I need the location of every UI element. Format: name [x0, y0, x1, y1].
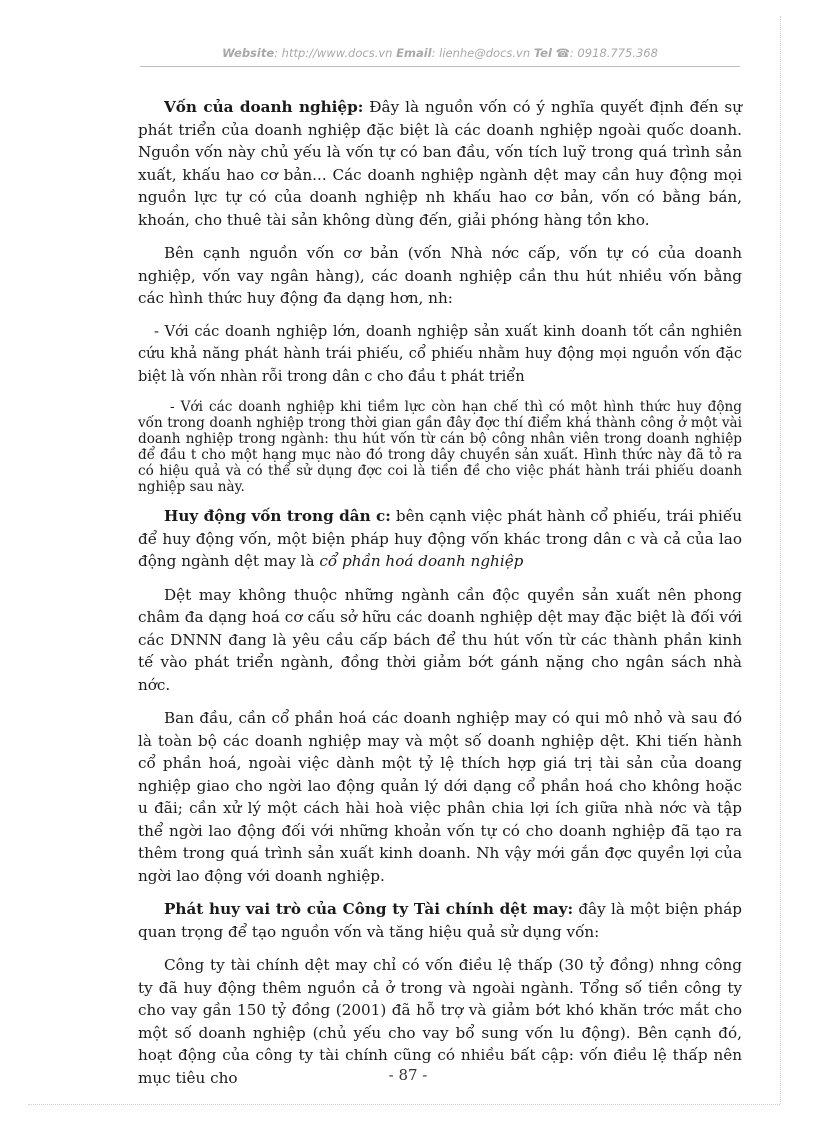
paragraph-heading: Huy động vốn trong dân c:	[164, 507, 391, 525]
paragraph-heading: Vốn của doanh nghiệp:	[164, 98, 364, 116]
phone-icon: ☎	[555, 46, 570, 60]
paragraph-text: bên cạnh việc phát hành cổ phiếu, trái phiếu để huy động vốn, một biện pháp huy động vốn khác trong dân c và cả của lao động ngành dệt may là	[138, 507, 742, 570]
website-label: Website	[222, 46, 275, 60]
email-value: : lienhe@docs.vn	[431, 46, 531, 60]
page-right-edge	[780, 16, 781, 1104]
tel-value: : 0918.775.368	[569, 46, 658, 60]
page-bottom-edge	[28, 1104, 780, 1105]
paragraph-other-sources: Bên cạnh nguồn vốn cơ bản (vốn Nhà nớc cấp, vốn tự có của doanh nghiệp, vốn vay ngân hàng), các doanh nghiệp cần thu hút nhiều vốn bằng các hình thức huy động đa dạng hơn, nh:	[138, 244, 742, 307]
document-body	[138, 96, 742, 1100]
page-header	[140, 46, 740, 60]
paragraph-text: Đây là nguồn vốn có ý nghĩa quyết định đến sự phát triển của doanh nghiệp đặc biệt là các doanh nghiệp ngoài quốc doanh. Nguồn vốn này chủ yếu là vốn tự có ban đầu, vốn tích luỹ trong quá trình sản xuất, khấu hao cơ bản... Các doanh nghiệp ngành dệt may cần huy động mọi nguồn lực tự có của doanh nghiệp nh khấu hao cơ bản, vốn có bằng bán, khoán, cho thuê tài sản không dùng đến, giải phóng hàng tồn kho.	[138, 98, 742, 229]
email-label: Email	[396, 46, 432, 60]
website-value: : http://www.docs.vn	[274, 46, 393, 60]
paragraph-ownership-diversification: Dệt may không thuộc những ngành cần độc quyền sản xuất nên phong châm đa dạng hoá cơ cấu sở hữu các doanh nghiệp dệt may đặc biệt là đối với các DNNN đang là yêu cầu cấp bách để thu hút vốn từ các thành phần kinh tế vào phát triển ngành, đồng thời giảm bớt gánh nặng cho ngân sách nhà nớc.	[138, 585, 742, 694]
paragraph-enterprise-capital	[138, 96, 742, 231]
paragraph-finance-company-details: Công ty tài chính dệt may chỉ có vốn điều lệ thấp (30 tỷ đồng) nhng công ty đã huy động thêm nguồn cả ở trong và ngoài ngành. Tổng số tiền công ty cho vay gần 150 tỷ đồng (2001) đã hỗ trợ và giảm bớt khó khăn trớc mắt cho một số doanh nghiệp (chủ yếu cho vay bổ sung vốn lu động). Bên cạnh đó, hoạt động của công ty tài chính cũng có nhiều bất cập: vốn điều lệ thấp nên mục tiêu cho	[138, 956, 742, 1087]
paragraph-italic-term: cổ phần hoá doanh nghiệp	[319, 552, 524, 570]
tel-label: Tel	[533, 46, 552, 60]
paragraph-heading: Phát huy vai trò của Công ty Tài chính dệt may:	[164, 900, 574, 918]
paragraph-equitization: Ban đầu, cần cổ phần hoá các doanh nghiệp may có qui mô nhỏ và sau đó là toàn bộ các doanh nghiệp may và một số doanh nghiệp dệt. Khi tiến hành cổ phần hoá, ngoài việc dành một tỷ lệ thích hợp giá trị tài sản của doang nghiệp giao cho ngời lao động quản lý dới dạng cổ phần hoá cho không hoặc u đãi; cần xử lý một cách hài hoà việc phân chia lợi ích giữa nhà nớc và tập thể ngời lao động đối với những khoản vốn tự có cho doanh nghiệp đã tạo ra thêm trong quá trình sản xuất kinh doanh. Nh vậy mới gắn đợc quyền lợi của ngời lao động với doanh nghiệp.	[138, 709, 742, 885]
header-divider	[140, 66, 740, 67]
paragraph-finance-company	[138, 898, 742, 943]
page-number: - 87 -	[388, 1066, 428, 1084]
paragraph-small-enterprises: - Với các doanh nghiệp khi tiềm lực còn hạn chế thì có một hình thức huy động vốn trong doanh nghiệp trong thời gian gần đây đợc thí điểm khá thành công ở một vài doanh nghiệp trong ngành: thu hút vốn từ cán bộ công nhân viên trong doanh nghiệp để đầu t cho một hạng mục nào đó trong dây chuyền sản xuất. Hình thức này đã tỏ ra có hiệu quả và có thể sử dụng đợc coi là tiền đề cho việc phát hành trái phiếu doanh nghiệp sau này.	[138, 399, 742, 495]
paragraph-public-mobilization	[138, 505, 742, 573]
paragraph-large-enterprises: - Với các doanh nghiệp lớn, doanh nghiệp sản xuất kinh doanh tốt cần nghiên cứu khả năng phát hành trái phiếu, cổ phiếu nhằm huy động mọi nguồn vốn đặc biệt là vốn nhàn rỗi trong dân c cho đầu t phát triển	[138, 322, 742, 385]
paragraph-text: đây là một biện pháp quan trọng để tạo nguồn vốn và tăng hiệu quả sử dụng vốn:	[138, 900, 742, 941]
